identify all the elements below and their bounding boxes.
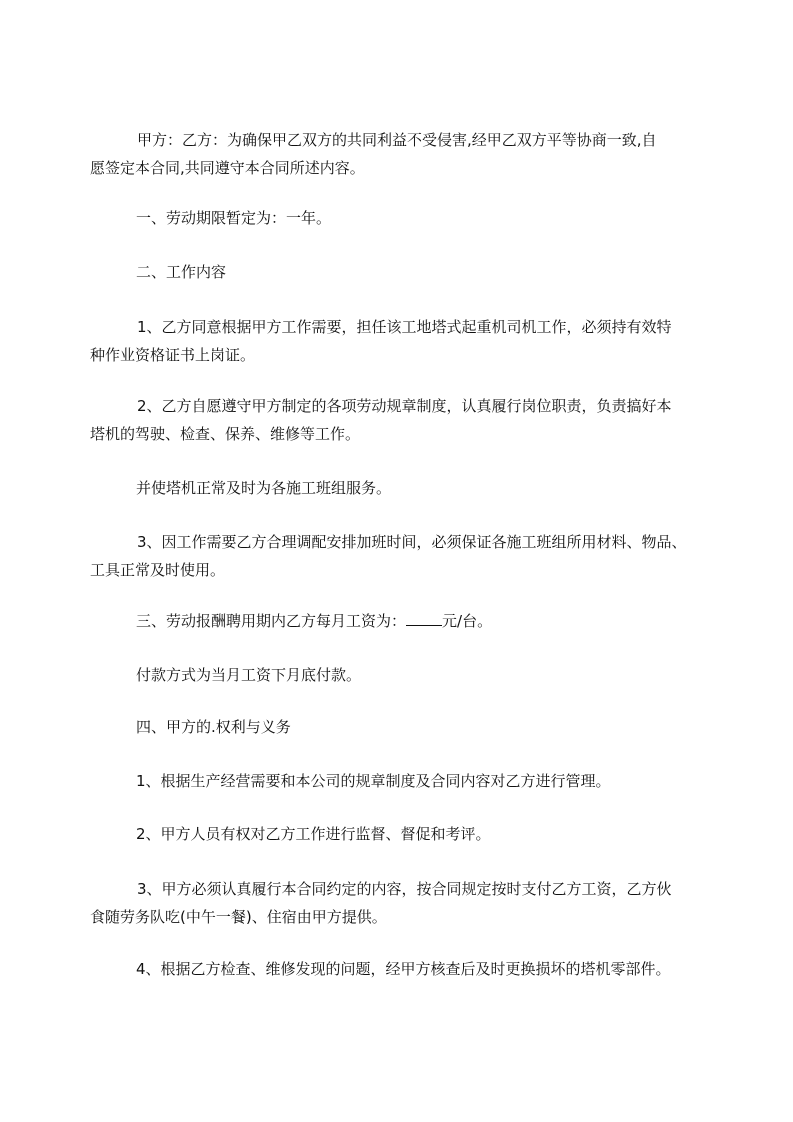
section-heading-term: 一、劳动期限暂定为：一年。 [136,209,332,227]
clause-party-a-1: 1、根据生产经营需要和本公司的规章制度及合同内容对乙方进行管理。 [136,772,611,790]
salary-blank [406,611,442,626]
remuneration-text: 三、劳动报酬聘用期内乙方每月工资为： [136,612,407,630]
clause-work-3 [90,528,721,584]
paragraph-line: 甲方：乙方：为确保甲乙双方的共同利益不受侵害,经甲乙双方平等协商一致,自 [137,131,657,149]
clause-work-1 [90,313,721,369]
paragraph-line: 愿签定本合同,共同遵守本合同所述内容。 [90,159,365,177]
section-heading-party-a-rights: 四、甲方的.权利与义务 [136,718,291,736]
paragraph-line: 2、乙方自愿遵守甲方制定的各项劳动规章制度，认真履行岗位职责，负责搞好本 [137,397,672,415]
section-heading-remuneration [136,607,721,635]
clause-party-a-2: 2、甲方人员有权对乙方工作进行监督、督促和考评。 [136,825,491,843]
paragraph-preamble [90,126,721,182]
remuneration-unit: 元/台。 [442,612,493,630]
clause-party-a-4: 4、根据乙方检查、维修发现的问题，经甲方核查后及时更换损坏的塔机零部件。 [136,960,671,978]
paragraph-line: 3、因工作需要乙方合理调配安排加班时间，必须保证各施工班组所用材料、物品、 [137,533,687,551]
paragraph-payment-method: 付款方式为当月工资下月底付款。 [136,666,362,684]
paragraph-line: 3、甲方必须认真履行本合同约定的内容，按合同规定按时支付乙方工资，乙方伙 [137,880,672,898]
paragraph-line: 1、乙方同意根据甲方工作需要，担任该工地塔式起重机司机工作，必须持有效特 [137,318,672,336]
paragraph-line: 种作业资格证书上岗证。 [90,346,256,364]
clause-party-a-3 [90,875,721,931]
paragraph-line: 工具正常及时使用。 [90,561,226,579]
section-heading-work-content: 二、工作内容 [136,263,227,281]
clause-work-2 [90,392,721,448]
paragraph-service: 并使塔机正常及时为各施工班组服务。 [136,479,392,497]
paragraph-line: 食随劳务队吃(中午一餐)、住宿由甲方提供。 [90,908,387,926]
paragraph-line: 塔机的驾驶、检查、保养、维修等工作。 [90,425,361,443]
